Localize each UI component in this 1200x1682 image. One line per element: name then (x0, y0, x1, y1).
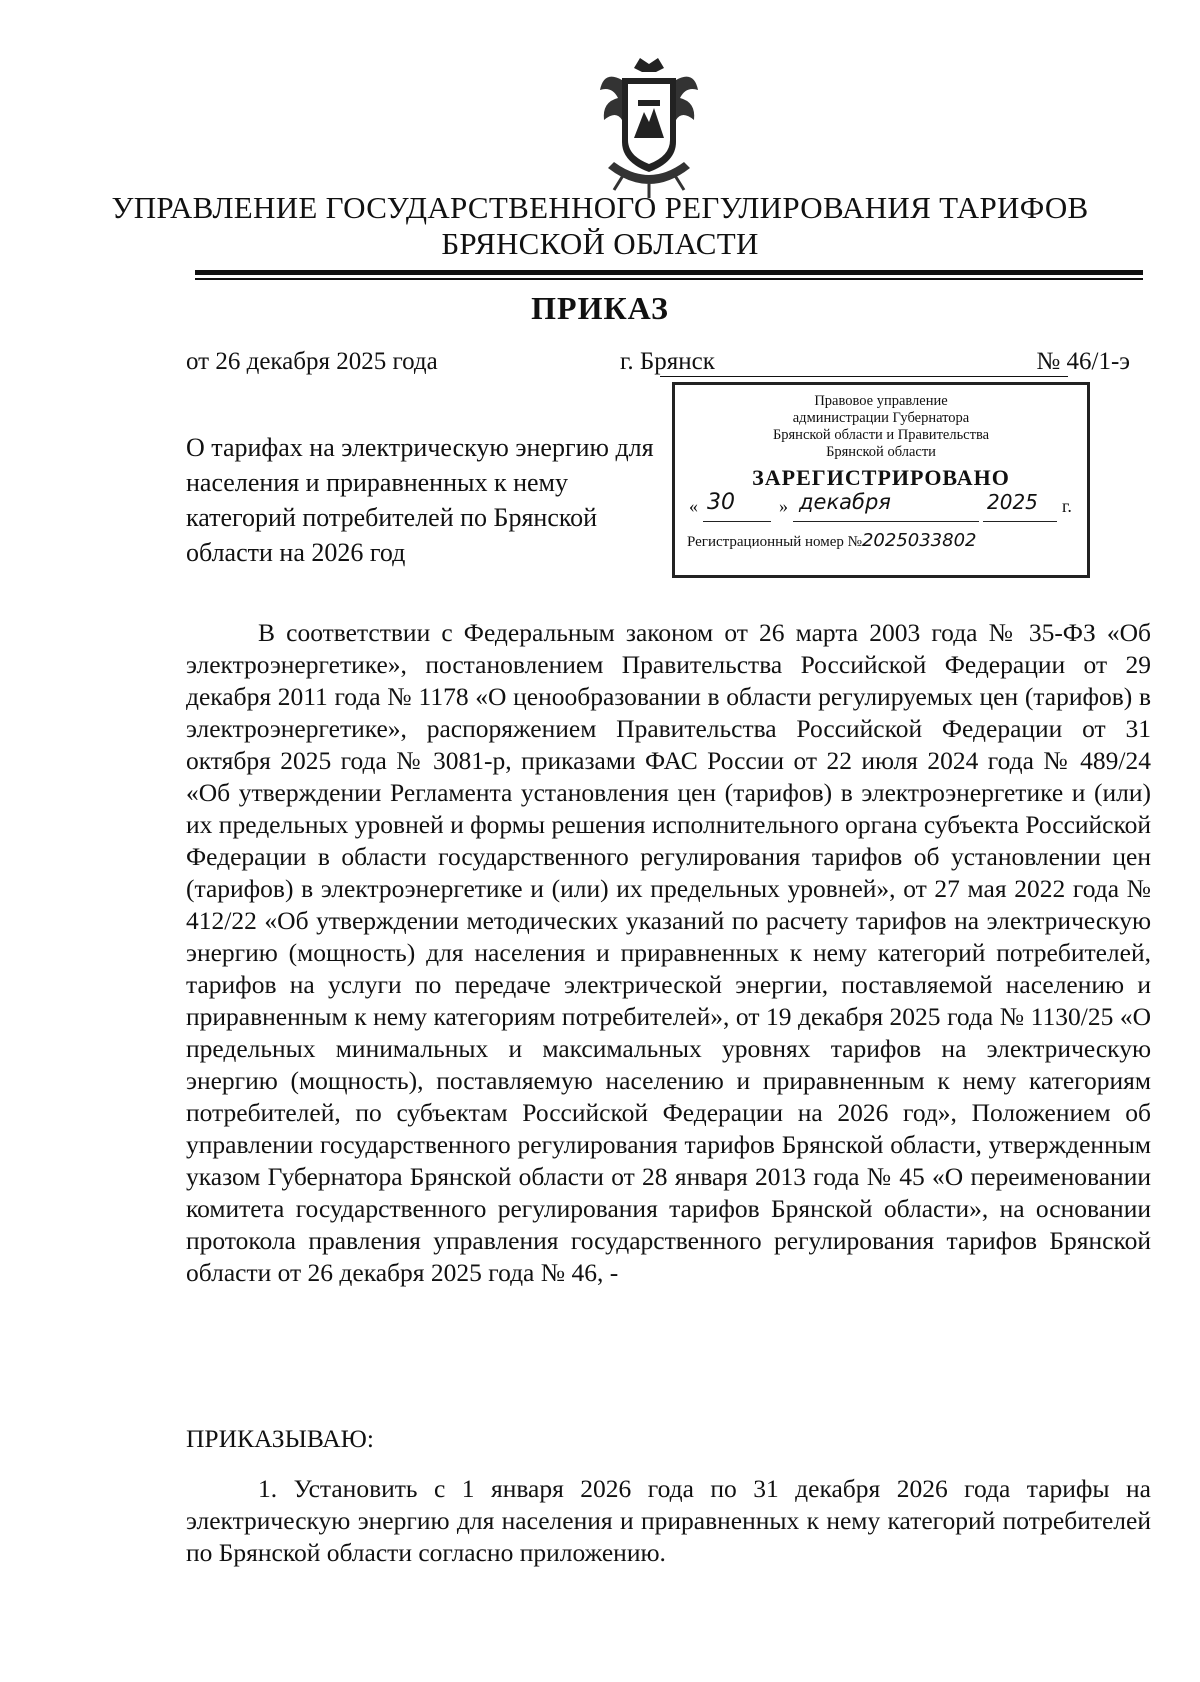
stamp-quote-close: » (779, 496, 788, 516)
registration-stamp (672, 382, 1090, 578)
header-rule-thick (195, 270, 1143, 275)
stamp-line-4: Брянской области (826, 444, 936, 460)
stamp-day: 30 (707, 490, 735, 515)
stamp-quote-open: « (689, 496, 698, 516)
stamp-reg-number: 2025033802 (861, 530, 977, 551)
order-subject: О тарифах на электрическую энергию для населения и приравненных к нему категорий потребителей по Брянской области на 2026 год (186, 433, 654, 567)
city-underline (660, 376, 1068, 377)
stamp-line-2: администрации Губернатора (792, 410, 970, 426)
order-word: ПРИКАЗЫВАЮ: (186, 1424, 374, 1453)
stamp-year: 2025 (987, 490, 1038, 514)
document-title: ПРИКАЗ (531, 290, 669, 326)
organization-name (0, 190, 1200, 262)
stamp-month: декабря (799, 490, 891, 514)
stamp-year-suffix: г. (1062, 496, 1072, 516)
order-date: от 26 декабря 2025 года (186, 348, 438, 375)
organization-name-line2: БРЯНСКОЙ ОБЛАСТИ (441, 226, 759, 261)
organization-name-line1: УПРАВЛЕНИЕ ГОСУДАРСТВЕННОГО РЕГУЛИРОВАНИЯ ТАРИФОВ (111, 190, 1089, 225)
order-number: № 46/1-э (1036, 348, 1130, 375)
stamp-registration-row (675, 532, 1087, 551)
preamble-paragraph: В соответствии с Федеральным законом от 26 марта 2003 года № 35-ФЗ «Об электроэнергетике», постановлением Правительства Российской Федерации от 29 декабря 2011 года № 1178 «О ценообразовании в области регулируемых цен (тарифов) в электроэнергетике», распоряжением Правительства Российской Федерации от 31 октября 2025 года № 3081-р, приказами ФАС России от 22 июля 2024 года № 489/24 «Об утверждении Регламента установления цен (тарифов) в электроэнергетике и (или) их предельных уровней и формы решения исполнительного органа субъекта Российской Федерации в области государственного регулирования тарифов об установлении цен (тарифов) в электроэнергетике и (или) их предельных уровней», от 27 мая 2022 года № 412/22 «Об утверждении методических указаний по расчету тарифов на электрическую энергию (мощность) для населения и приравненных к нему категорий потребителей, тарифов на услуги по передаче электрической энергии, поставляемой населению и приравненным к нему категориям потребителей», от 19 декабря 2025 года № 1130/25 «О предельных минимальных и максимальных уровнях тарифов на электрическую энергию (мощность), поставляемую населению и приравненным к нему категориям потребителей, по субъектам Российской Федерации на 2026 год», Положением об управлении государственного регулирования тарифов Брянской области, утвержденным указом Губернатора Брянской области от 28 января 2013 года № 45 «О переименовании комитета государственного регулирования тарифов Брянской области», на основании протокола правления управления государственного регулирования тарифов Брянской области от 26 декабря 2025 года № 46, - (186, 618, 1151, 1287)
stamp-registered: ЗАРЕГИСТРИРОВАНО (752, 465, 1010, 490)
clause-1-paragraph: 1. Установить с 1 января 2026 года по 31 декабря 2026 года тарифы на электрическую энергию для населения и приравненных к нему категорий потребителей по Брянской области согласно приложению. (186, 1474, 1151, 1567)
header-rule-thin (195, 278, 1143, 280)
coat-of-arms-emblem (594, 50, 704, 200)
order-city: г. Брянск (620, 348, 715, 375)
stamp-reg-label: Регистрационный номер № (687, 534, 862, 550)
stamp-line-1: Правовое управление (814, 393, 948, 409)
stamp-line-3: Брянской области и Правительства (772, 427, 990, 443)
stamp-date-row (675, 490, 1087, 528)
